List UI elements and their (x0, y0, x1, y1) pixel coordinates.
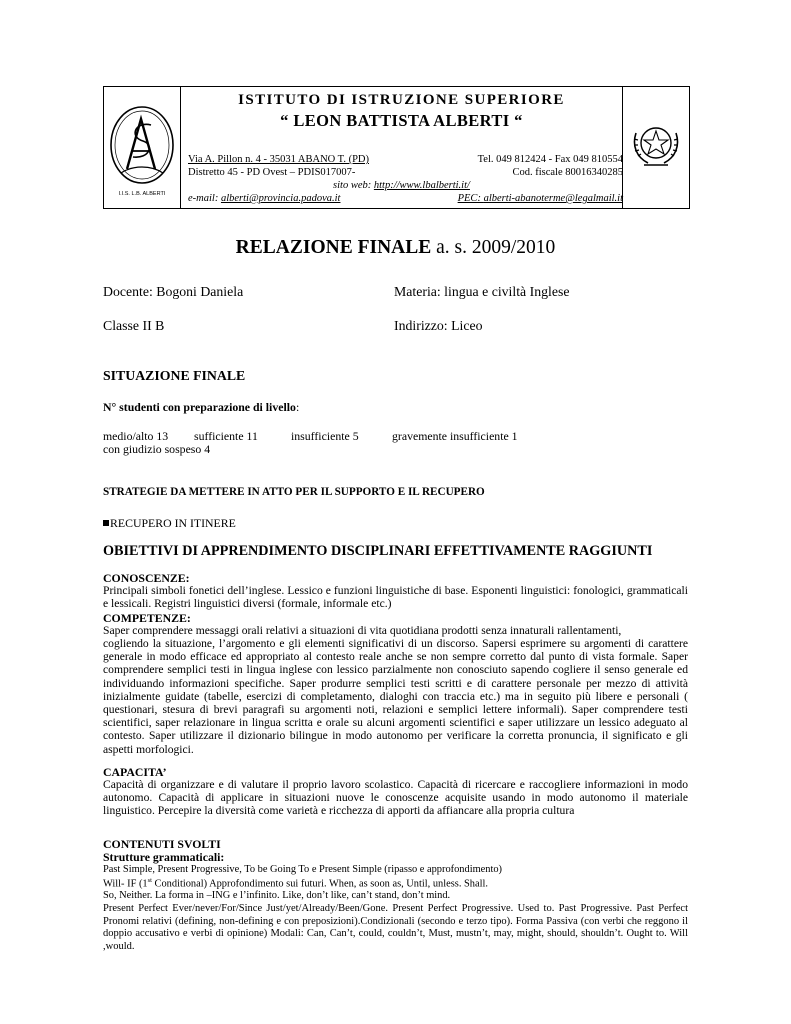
email-label: e-mail: (188, 193, 221, 204)
class: Classe II B (103, 318, 165, 333)
competenze-label: COMPETENZE: (103, 611, 191, 625)
teacher: Docente: Bogoni Daniela (103, 284, 244, 299)
section-heading-obiettivi: OBIETTIVI DI APPRENDIMENTO DISCIPLINARI EFFETTIVAMENTE RAGGIUNTI (103, 543, 653, 559)
logo-cell (104, 87, 181, 208)
strategy-item-text: RECUPERO IN ITINERE (110, 516, 236, 530)
title-main: RELAZIONE FINALE (235, 237, 432, 258)
school-logo-icon (107, 101, 177, 191)
email-line (188, 193, 623, 204)
capacita-label: CAPACITA’ (103, 765, 167, 779)
square-bullet-icon (103, 520, 109, 526)
strategy-item (103, 516, 236, 531)
institute-name: “ LEON BATTISTA ALBERTI “ (280, 111, 523, 130)
conoscenze-label: CONOSCENZE: (103, 571, 190, 585)
italian-republic-emblem-icon (626, 115, 686, 175)
website-line (181, 180, 622, 191)
course-type: Indirizzo: Liceo (394, 318, 483, 333)
level-medio-alto: medio/alto 13 (103, 429, 169, 443)
letterhead-text (181, 87, 622, 208)
section-heading-situazione: SITUAZIONE FINALE (103, 368, 246, 383)
district-line (188, 167, 623, 178)
pec-label: PEC: (457, 193, 484, 204)
level-sufficiente: sufficiente 11 (194, 429, 258, 443)
school-year: a. s. 2009/2010 (431, 237, 556, 258)
phone-fax: Tel. 049 812424 - Fax 049 810554 (477, 154, 623, 165)
level-gravemente-insufficiente: gravemente insufficiente 1 (392, 429, 518, 443)
competenze-text: cogliendo la situazione, l’argomento e gli elementi significativi di un discorso. Sapersi esprimere su argomenti di carattere generale in modo efficace ed appropriato al contesto reale anche se non sempre corretto dal punto di vista formale. Saper comprendere semplici testi in lingua inglese con lessico parzialmente non conosciuto sapendo cogliere il senso generale ed individuando informazioni specifiche. Saper produrre semplici testi scritti e di carattere personale per mezzo di attività inizialmente guidate (tabelle, esercizi di completamento, dialoghi con traccia etc.) ma in seguito più libere e personali ( questionari, stesura di brevi paragrafi su argomenti noti, relazioni e semplici lettere informali). Saper comprendere testi scientifici, saper relazionare in lingua scritta e orale su alcuni argomenti scientifici e saper utilizzare un lessico adeguato al contesto. Saper utilizzare il dizionario bilingue in modo autonomo per verificare la corretta pronuncia, il significato e gli aspetti morfologici. (103, 637, 688, 756)
website-link[interactable]: http://www.lbalberti.it/ (373, 180, 470, 191)
students-level-text: N° studenti con preparazione di livello (103, 400, 296, 414)
address: Via A. Pillon n. 4 - 35031 ABANO T. (PD) (188, 154, 369, 165)
giudizio-sospeso: con giudizio sospeso 4 (103, 442, 211, 456)
website-label: sito web: (333, 180, 374, 191)
capacita-text: Capacità di organizzare e di valutare il proprio lavoro scolastico. Capacità di ricercare e raccogliere informazioni in modo autonomo. Capacità di applicare in situazioni nuove le conoscenze acquisite usando in modo autonomo il materiale linguistico. Percepire la diversità come varietà e ricchezza di apporti da affiancare alla propria cultura (103, 778, 688, 818)
district: Distretto 45 - PD Ovest – PDIS017007- (188, 167, 356, 178)
document-title (0, 237, 791, 259)
students-level-colon: : (295, 400, 300, 414)
pec-link[interactable] (458, 193, 623, 204)
conoscenze-text: Principali simboli fonetici dell’inglese. Lessico e funzioni linguistiche di base. Esponenti linguistici: fonologici, grammaticali e lessicali. Registri linguistici diversi (formale, informale etc.) (103, 584, 688, 611)
students-level-label (103, 400, 299, 415)
superscript-st: st (147, 877, 152, 884)
address-line (188, 154, 623, 165)
letterhead (103, 86, 690, 209)
section-heading-contenuti: CONTENUTI SVOLTI (103, 837, 221, 851)
grammar-line-2 (103, 877, 488, 889)
tax-code: Cod. fiscale 80016340285 (512, 167, 623, 178)
emblem-cell (622, 87, 689, 208)
subject: Materia: lingua e civiltà Inglese (394, 284, 570, 299)
section-heading-strategie: STRATEGIE DA METTERE IN ATTO PER IL SUPPORTO E IL RECUPERO (103, 486, 485, 498)
grammar-subheading: Strutture grammaticali: (103, 850, 225, 864)
institute-type: ISTITUTO DI ISTRUZIONE SUPERIORE (238, 92, 565, 108)
grammar-line-3: So, Neither. La forma in –ING e l’infinito. Like, don’t like, can’t stand, don’t mind. (103, 890, 451, 901)
grammar-paragraph: Present Perfect Ever/never/For/Since Just/yet/Already/Been/Gone. Present Perfect Progressive. Used to. Past Progressive. Past Perfect Pronomi relativi (defining, non-defining e con preposizioni).Condizionali (secondo e terzo tipo). Forma Passiva (con verbi che reggono il doppio accusativo e verbi di opinione) Modali: Can, Can’t, could, couldn’t, Must, mustn’t, may, might, should, shouldn’t. Ought to. Will ,would. (103, 903, 688, 952)
competenze-first-line: Saper comprendere messaggi orali relativi a situazioni di vita quotidiana prodotti senza innaturali rallentamenti, (103, 624, 622, 637)
pec-address: alberti-abanoterme@legalmail.it (483, 193, 623, 204)
grammar-line-2-start: Will- IF (1 (103, 878, 148, 890)
email-link[interactable]: alberti@provincia.padova.it (220, 193, 341, 204)
grammar-line-1: Past Simple, Present Progressive, To be Going To e Present Simple (ripasso e approfondimento) (103, 864, 503, 875)
level-insufficiente: insufficiente 5 (291, 429, 359, 443)
grammar-line-2-end: Conditional) Approfondimento sui futuri. When, as soon as, Until, unless. Shall. (151, 878, 488, 890)
logo-caption: I.I.S. L.B. ALBERTI (118, 191, 166, 197)
